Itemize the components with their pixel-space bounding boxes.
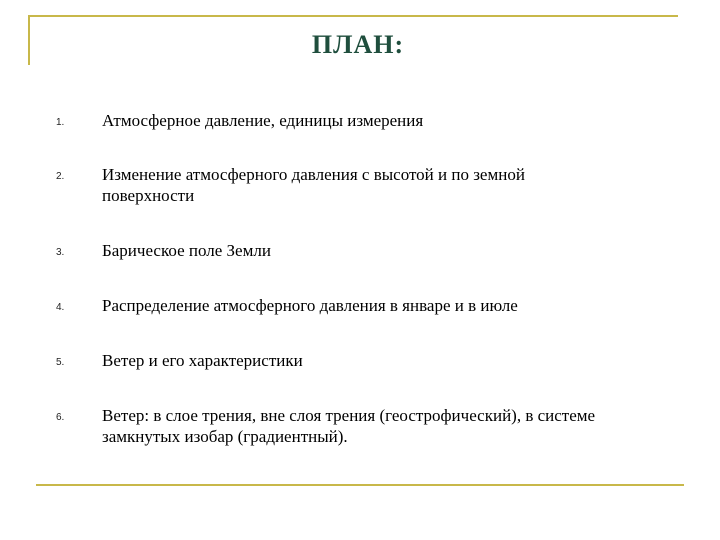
item-number: 2.: [56, 171, 65, 182]
item-text: Распределение атмосферного давления в январе и в июле: [102, 296, 518, 315]
page-title: ПЛАН:: [311, 30, 405, 59]
item-number: 1.: [56, 117, 65, 128]
item-text: Изменение атмосферного давления с высотой и по земной поверхности: [102, 165, 525, 205]
item-number: 4.: [56, 302, 65, 313]
item-number: 6.: [56, 412, 65, 423]
item-text: Атмосферное давление, единицы измерения: [102, 111, 424, 130]
item-number: 5.: [56, 357, 65, 368]
bottom-border-line: [36, 484, 684, 486]
top-border-line: [28, 15, 678, 17]
item-text: Барическое поле Земли: [102, 241, 271, 260]
item-number: 3.: [56, 247, 65, 258]
item-text: Ветер: в слое трения, вне слоя трения (геострофический), в системе замкнутых изобар (градиентный).: [102, 406, 596, 446]
item-text: Ветер и его характеристики: [102, 351, 303, 370]
